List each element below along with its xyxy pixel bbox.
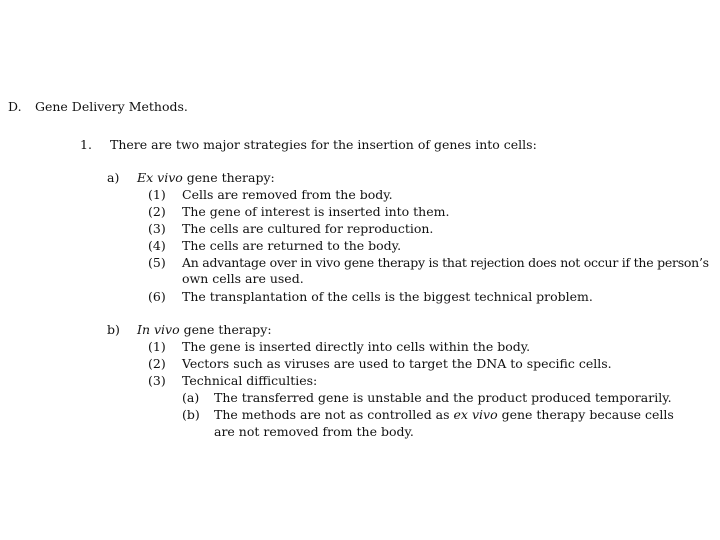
- section-marker: D.: [8, 99, 22, 114]
- sub-item-text-post: gene therapy because cells: [497, 407, 674, 422]
- list-item: [148, 355, 612, 372]
- list-item: [148, 372, 318, 389]
- list-item: [148, 186, 393, 203]
- subsection-a-title: [137, 169, 275, 186]
- item-text: The cells are returned to the body.: [182, 238, 402, 253]
- point-1-text: There are two major strategies for the insertion of genes into cells:: [110, 137, 537, 152]
- subsection-b-marker: b): [107, 322, 120, 337]
- subsection-b-title-rest: gene therapy:: [179, 322, 272, 337]
- item-number: (3): [148, 373, 166, 388]
- list-item: [148, 203, 450, 220]
- item-number: (4): [148, 238, 166, 253]
- sub-item-text-italic: ex vivo: [453, 407, 498, 422]
- subsection-a-marker: a): [107, 170, 120, 185]
- sub-item-number: (b): [182, 407, 200, 422]
- list-item: [148, 288, 593, 305]
- point-1-marker: 1.: [80, 137, 92, 152]
- item-text-continuation: own cells are used.: [182, 271, 304, 286]
- subsection-b-title-italic: In vivo: [137, 322, 180, 337]
- subsection-a-title-rest: gene therapy:: [182, 170, 275, 185]
- item-text: The transplantation of the cells is the biggest technical problem.: [182, 289, 593, 304]
- item-number: (3): [148, 221, 166, 236]
- subsection-b-heading: [107, 321, 272, 338]
- list-item: [148, 220, 434, 237]
- subsection-a-heading: [107, 169, 275, 186]
- sub-list-item: [182, 406, 674, 423]
- sub-item-text: [214, 406, 674, 423]
- item-text: Vectors such as viruses are used to target the DNA to specific cells.: [182, 356, 612, 371]
- item-text: Cells are removed from the body.: [182, 187, 393, 202]
- item-number: (5): [148, 255, 166, 270]
- sub-item-text: The transferred gene is unstable and the product produced temporarily.: [214, 390, 672, 405]
- sub-item-text-continuation: are not removed from the body.: [214, 424, 414, 439]
- item-number: (2): [148, 356, 166, 371]
- section-title: Gene Delivery Methods.: [35, 99, 188, 114]
- item-number: (1): [148, 339, 166, 354]
- item-number: (1): [148, 187, 166, 202]
- subsection-a-title-italic: Ex vivo: [137, 170, 183, 185]
- point-1: [80, 136, 537, 153]
- item-number: (2): [148, 204, 166, 219]
- item-text: The cells are cultured for reproduction.: [182, 221, 434, 236]
- sub-item-number: (a): [182, 390, 200, 405]
- item-text: An advantage over in vivo gene therapy is that rejection does not occur if the person’s: [182, 255, 709, 270]
- sub-item-text-pre: The methods are not as controlled as: [214, 407, 454, 422]
- sub-list-item: [182, 389, 672, 406]
- list-item: [148, 254, 709, 271]
- subsection-b-title: [137, 321, 272, 338]
- item-text: The gene is inserted directly into cells within the body.: [182, 339, 531, 354]
- section-heading: [8, 98, 188, 115]
- list-item: [148, 237, 402, 254]
- item-number: (6): [148, 289, 166, 304]
- item-text: The gene of interest is inserted into them.: [182, 204, 450, 219]
- item-text: Technical difficulties:: [182, 373, 318, 388]
- list-item: [148, 338, 531, 355]
